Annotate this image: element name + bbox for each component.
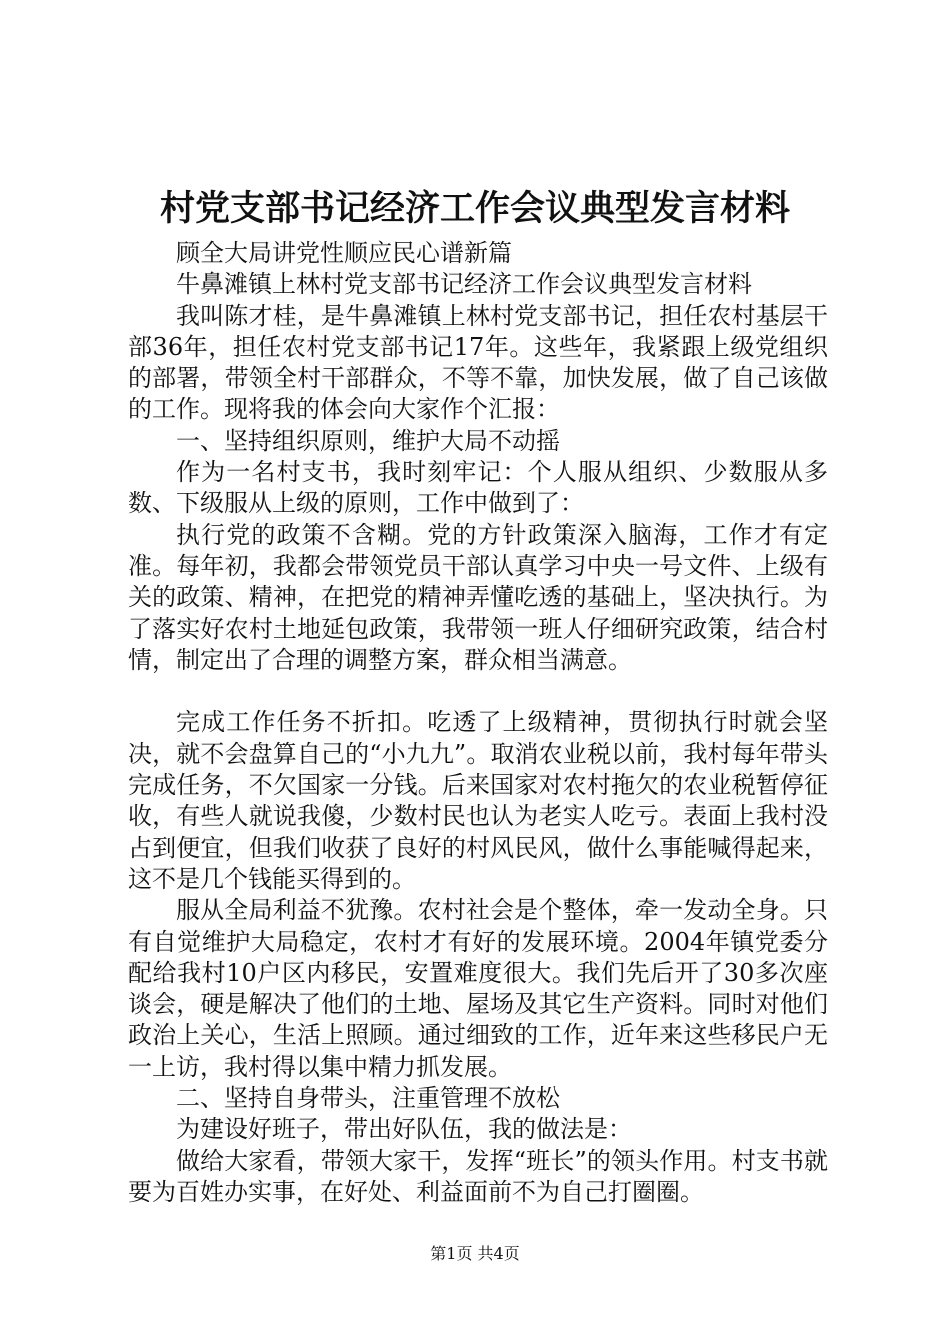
document-title: 村党支部书记经济工作会议典型发言材料 (159, 188, 790, 229)
subtitle-line: 顾全大局讲党性顺应民心谱新篇 (176, 239, 512, 267)
page-number: 第1页 (430, 1244, 473, 1263)
section-heading: 一、坚持组织原则，维护大局不动摇 (176, 426, 560, 455)
body-paragraph: 完成工作任务不折扣。吃透了上级精神，贯彻执行时就会坚决，就不会盘算自己的“小九九”。取消农业税以前，我村每年带头完成任务，不欠国家一分钱。后来国家对农村拖欠的农业税暂停征收，有些人就说我傻，少数村民也认为老实人吃亏。表面上我村没占到便宜，但我们收获了良好的村风民风，做什么事能喊得起来，这不是几个钱能买得到的。 (128, 708, 828, 893)
body-paragraph: 服从全局利益不犹豫。农村社会是个整体，牵一发动全身。只有自觉维护大局稳定，农村才有好的发展环境。2004年镇党委分配给我村10户区内移民，安置难度很大。我们先后开了30多次座谈会，硬是解决了他们的土地、屋场及其它生产资料。同时对他们政治上关心，生活上照顾。通过细致的工作，近年来这些移民户无一上访，我村得以集中精力抓发展。 (128, 896, 828, 1081)
subtitle-line: 牛鼻滩镇上林村党支部书记经济工作会议典型发言材料 (176, 270, 752, 299)
body-paragraph: 做给大家看，带领大家干，发挥“班长”的领头作用。村支书就要为百姓办实事，在好处、利益面前不为自己打圈圈。 (128, 1146, 828, 1206)
body-paragraph: 我叫陈才桂，是牛鼻滩镇上林村党支部书记，担任农村基层干部36年，担任农村党支部书记17年。这些年，我紧跟上级党组织的部署，带领全村干部群众，不等不靠，加快发展，做了自己该做的工作。现将我的体会向大家作个汇报： (128, 301, 828, 424)
page-footer (0, 1244, 950, 1264)
document-body (128, 238, 828, 1208)
page-total: 共4页 (477, 1244, 520, 1263)
section-heading: 二、坚持自身带头，注重管理不放松 (176, 1084, 560, 1113)
body-paragraph: 为建设好班子，带出好队伍，我的做法是： (176, 1115, 632, 1144)
body-paragraph: 执行党的政策不含糊。党的方针政策深入脑海，工作才有定准。每年初，我都会带领党员干部认真学习中央一号文件、上级有关的政策、精神，在把党的精神弄懂吃透的基础上，坚决执行。为了落实好农村土地延包政策，我带领一班人仔细研究政策，结合村情，制定出了合理的调整方案，群众相当满意。 (128, 520, 828, 674)
paragraph-gap (128, 676, 828, 707)
body-paragraph: 作为一名村支书，我时刻牢记：个人服从组织、少数服从多数、下级服从上级的原则，工作中做到了： (128, 458, 828, 518)
